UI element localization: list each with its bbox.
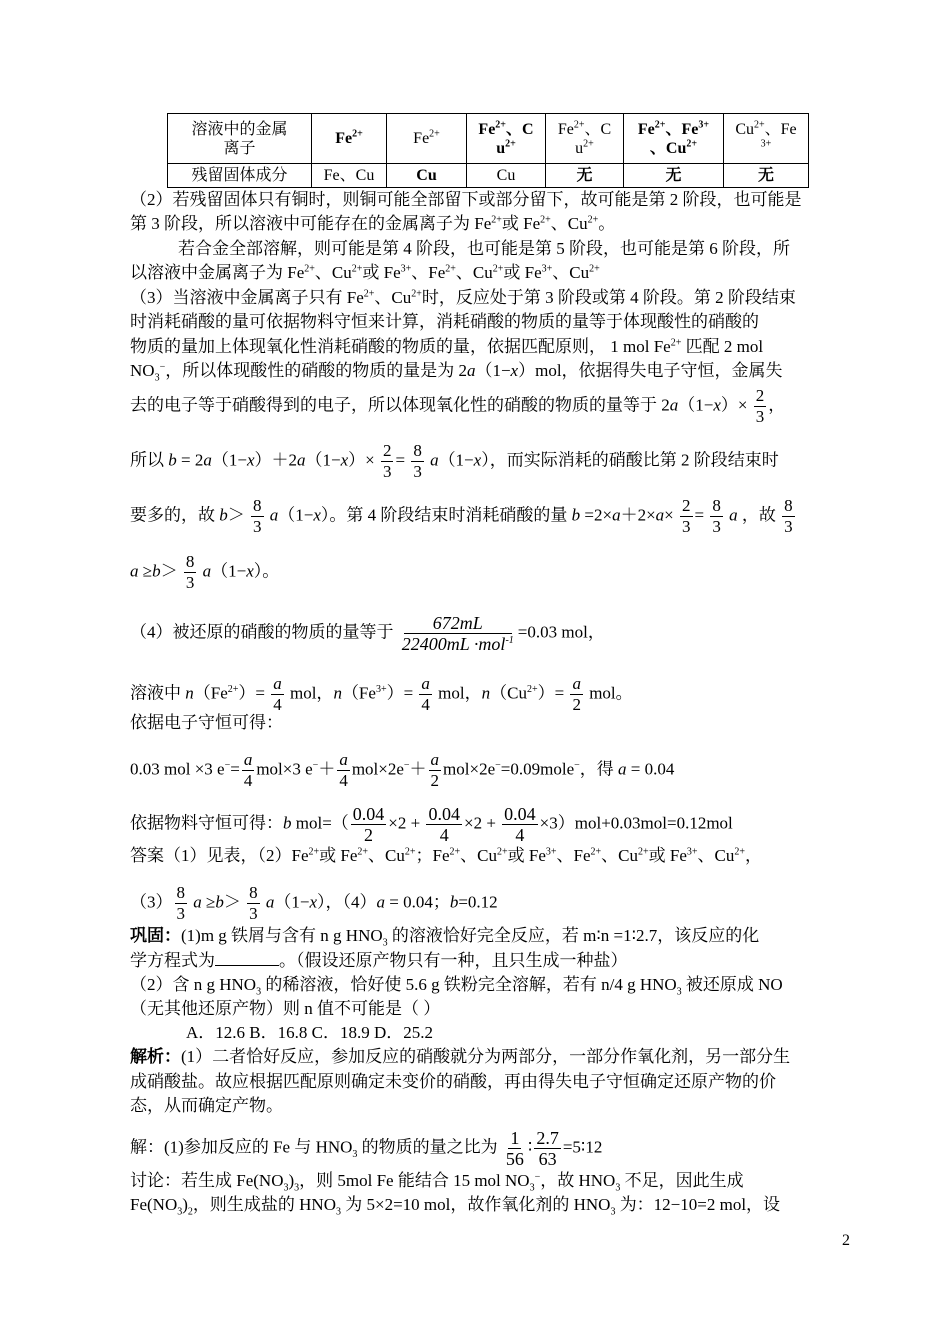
text-line: 所以 b = 2a（1−x）＋2a（1−x）× $\frac{2}{3}$ = $\frac{8}{3}$ a（1−x），而实际消耗的硝酸比第 2 阶段结束时 <box>130 441 779 481</box>
text-line: a ≥b＞ $\frac{8}{3}$ a（1−x）。 <box>130 552 280 592</box>
row-header-ions: 溶液中的金属 离子 <box>168 114 312 164</box>
text-line: 态，从而确定产物。 <box>130 1096 283 1115</box>
text-line: 0.03 mol ×3 e−= $\frac{a}{4}$ mol×3 e−＋ $\frac{a}{4}$ mol×2e−＋ $\frac{a}{2}$ mol×2e−=0.09mole−，得 a = 0.04 <box>130 750 675 790</box>
text-line: $NO_3^-$，所以体现酸性的硝酸的物质的量是为 2a（1−x）mol，依据得失电子守恒，金属失 <box>130 361 783 384</box>
text-line: 答案（1）见表，$(2)Fe^{2+}$或 $Fe^{2+}$、$Cu^{2+}$；$Fe^{2+}$、$Cu^{2+}$或 $Fe^{3+}$、$Fe^{2+}$、$Cu^{2+}$或 $Fe^{3+}$、$Cu^{2+}$， <box>130 846 763 865</box>
text-line: 解析：(1）二者恰好反应，参加反应的硝酸就分为两部分，一部分作氧化剂，另一部分生 <box>130 1047 791 1066</box>
cell-ion-1: $Fe^{2+}$ <box>312 114 387 164</box>
page-number: 2 <box>842 1232 850 1249</box>
cell-ion-5: $Fe^{2+}$、$Fe^{3+}$ 、$Cu^{2+}$ <box>624 114 724 164</box>
text-line: 巩固：(1)m g 铁屑与含有 n g $HNO_3$ 的溶液恰好完全反应，若 m∶n =1∶2.7，该反应的化 <box>130 926 760 949</box>
text-line: 去的电子等于硝酸得到的电子，所以体现氧化性的硝酸的物质的量等于 2a（1−x）× $\frac{2}{3}$ ， <box>130 386 786 426</box>
cell-solid-3: Cu <box>467 164 546 188</box>
text-line: 以溶液中金属离子为 $Fe^{2+}$、$Cu^{2+}$或 $Fe^{3+}$、$Fe^{2+}$、$Cu^{2+}$或 $Fe^{3+}$、$Cu^{2+}$ <box>130 263 600 282</box>
stage-table <box>167 113 809 188</box>
text-line: （3） $\frac{8}{3}$ a ≥b＞ $\frac{8}{3}$ a（1−x），（4）a = 0.04；b=0.12 <box>130 883 498 923</box>
text-line: 解：(1)参加反应的 Fe 与 $HNO_3$ 的物质的量之比为 $\frac{1}{56}$ ∶ $\frac{2.7}{63}$ =5∶12 <box>130 1128 603 1169</box>
text-line: 成硝酸盐。故应根据匹配原则确定未变价的硝酸，再由得失电子守恒确定还原产物的价 <box>130 1072 776 1091</box>
cell-solid-6: 无 <box>724 164 809 188</box>
text-line: （4）被还原的硝酸的物质的量等于 672mL 22400mL ·mol$^{-1}$ =0.03 mol， <box>130 613 605 654</box>
text-line: 时消耗硝酸的量可依据物料守恒来计算，消耗硝酸的物质的量等于体现酸性的硝酸的 <box>130 312 759 331</box>
text-line: $Fe(NO_3)_2$，则生成盐的 $HNO_3$ 为 5×2=10 mol，故作氧化剂的 $HNO_3$ 为：12−10=2 mol，设 <box>130 1195 781 1218</box>
cell-solid-5: 无 <box>624 164 724 188</box>
text-line: （2）含 n g $HNO_3$ 的稀溶液，恰好使 5.6 g 铁粉完全溶解，若有 n/4 g $HNO_3$ 被还原成 NO <box>130 975 783 998</box>
text-line: 依据电子守恒可得： <box>130 713 283 732</box>
cell-ion-2: $Fe^{2+}$ <box>387 114 467 164</box>
text-line: （3）当溶液中金属离子只有 $Fe^{2+}$、$Cu^{2+}$时，反应处于第 3 阶段或第 4 阶段。第 2 阶段结束 <box>130 288 796 307</box>
cell-solid-1: Fe、Cu <box>312 164 387 188</box>
text-line: 讨论：若生成 $Fe(NO_3)_3$，则 5mol Fe 能结合 15 mol $NO_3^-$，故 $HNO_3$ 不足，因此生成 <box>130 1171 744 1194</box>
text-line: 物质的量加上体现氧化性消耗硝酸的物质的量，依据匹配原则， 1 mol $Fe^{2+}$ 匹配 2 mol <box>130 337 764 356</box>
cell-ion-3: $Fe^{2+}$、C $u^{2+}$ <box>467 114 546 164</box>
text-line: 若合金全部溶解，则可能是第 4 阶段，也可能是第 5 阶段，也可能是第 6 阶段，所 <box>178 239 790 258</box>
text-line: 要多的，故 b＞ $\frac{8}{3}$ a（1−x）。第 4 阶段结束时消耗硝酸的量 b =2×a＋2×a× $\frac{2}{3}$ = $\frac{8}{3}$ a ，故 $\frac{8}{3}$ <box>130 496 793 536</box>
cell-solid-4: 无 <box>546 164 624 188</box>
text-line: 溶液中 $n(Fe^{2+})=$ $\frac{a}{4}$ mol，$n(Fe^{3+})=$ $\frac{a}{4}$ mol，$n(Cu^{2+})=$ $\frac{a}{2}$ mol。 <box>130 674 633 714</box>
row-header-solids: 残留固体成分 <box>168 164 312 188</box>
answer-blank <box>215 949 279 966</box>
text-line: A．12.6 B．16.8 C．18.9 D．25.2 <box>186 1023 433 1042</box>
cell-solid-2: Cu <box>387 164 467 188</box>
text-line: 依据物料守恒可得：b mol=（ $\frac{0.04}{2}$ ×2 + $\frac{0.04}{4}$ ×2 + $\frac{0.04}{4}$ ×3）mol+0.03mol=0.12mol <box>130 804 733 845</box>
text-line: 第 3 阶段，所以溶液中可能存在的金属离子为 $Fe^{2+}$或 $Fe^{2+}$、$Cu^{2+}$。 <box>130 214 616 233</box>
text-line: 学方程式为 。（假设还原产物只有一种，且只生成一种盐） <box>130 951 628 970</box>
cell-ion-4: $Fe^{2+}$、C $u^{2+}$ <box>546 114 624 164</box>
text-line: （2）若残留固体只有铜时，则铜可能全部留下或部分留下，故可能是第 2 阶段，也可能是 <box>130 190 802 209</box>
text-line: （无其他还原产物）则 n 值不可能是（ ） <box>130 999 441 1018</box>
cell-ion-6: $Cu^{2+}$、Fe $^{3+}$ <box>724 114 809 164</box>
